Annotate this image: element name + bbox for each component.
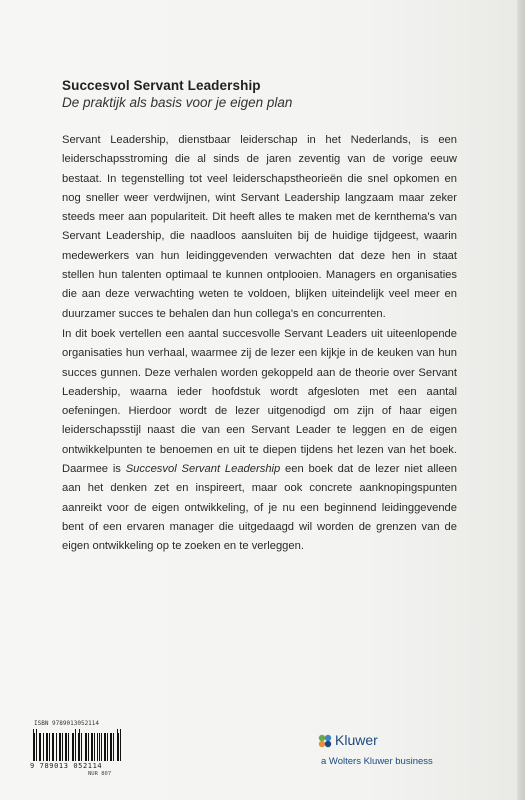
publisher-name: Kluwer: [335, 732, 378, 748]
nur-code: NUR 807: [88, 771, 112, 777]
blurb-paragraph-2: [62, 325, 457, 557]
publisher-logo: [318, 732, 468, 772]
book-subtitle: De praktijk als basis voor je eigen plan: [62, 95, 293, 110]
publisher-tagline: a Wolters Kluwer business: [321, 756, 433, 767]
blurb-paragraph-2-book-title: Succesvol Servant Leadership: [125, 463, 281, 476]
barcode-block: [30, 720, 125, 775]
barcode-bars: [33, 729, 123, 761]
kluwer-logo-icon: [318, 734, 332, 748]
cover-edge: [517, 0, 525, 800]
isbn-label: ISBN 9789013052114: [34, 720, 100, 727]
book-title: Succesvol Servant Leadership: [62, 78, 261, 93]
blurb-paragraph-2-text-b: een boek dat de lezer niet alleen aan het denken zet en inspireert, maar ook concrete aanknopingspunten aanreikt voor de eigen ontwikkeling, of je nu een beginnend leidinggevende bent of een ervaren manager die uitgedaagd wil worden de grenzen van de eigen ontwikkeling op te zoeken en te verleggen.: [62, 463, 457, 553]
blurb-paragraph-2-text-a: In dit boek vertellen een aantal succesvolle Servant Leaders uit uiteenlopende organisaties hun verhaal, waarmee zij de lezer een kijkje in de keuken van hun succes gunnen. Deze verhalen worden gekoppeld aan de theorie over Servant Leadership, waarna ieder hoofdstuk wordt afgesloten met een aantal oefeningen. Hierdoor wordt de lezer uitgenodigd om zijn of haar eigen leiderschapsstijl naast die van een Servant Leader te leggen en de eigen ontwikkelpunten te benoemen en uit te diepen tijdens het lezen van het boek. Daarmee is: [62, 328, 457, 476]
blurb-paragraph-1: Servant Leadership, dienstbaar leiderschap in het Nederlands, is een leiderschapsstroming die al sinds de jaren zeventig van de vorige eeuw bestaat. In tegenstelling tot veel leiderschapstheorieën die snel opkomen en nog sneller weer verdwijnen, wint Servant Leadership langzaam maar zeker steeds meer aan populariteit. Dit heeft alles te maken met de kernthema's van Servant Leadership, die naadloos aansluiten bij de huidige tijdgeest, waarin medewerkers van hun leidinggevenden verwachten dat deze hen in staat stellen hun talenten optimaal te kunnen ontplooien. Managers en organisaties die aan deze verwachting weten te voldoen, blijken uiteindelijk veel meer en duurzamer succes te behalen dan hun collega's en concurrenten.: [62, 134, 457, 320]
barcode-digits: 9 789013 052114: [30, 762, 103, 770]
